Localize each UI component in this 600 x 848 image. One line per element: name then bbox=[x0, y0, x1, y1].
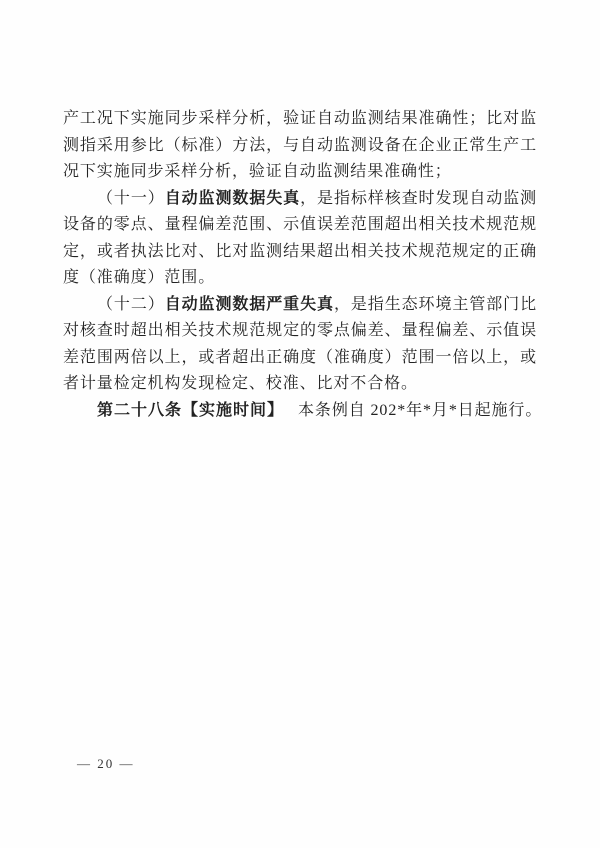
line-text: ，是指生态环境主管部门比 bbox=[333, 295, 537, 313]
text-line bbox=[63, 159, 537, 186]
line-text: 设备的零点、量程偏差范围、示值误差范围超出相关技术规范规 bbox=[63, 216, 537, 233]
paragraph-continuation bbox=[63, 106, 537, 186]
line-text: 差范围两倍以上，或者超出正确度（准确度）范围一倍以上，或 bbox=[63, 348, 537, 366]
paragraph-article-28 bbox=[63, 398, 543, 425]
defined-term: 自动监测数据失真 bbox=[164, 189, 301, 207]
item-number: （十一） bbox=[97, 189, 165, 207]
paragraph-item-eleven bbox=[63, 186, 537, 292]
paragraph-item-twelve bbox=[63, 292, 537, 398]
text-line bbox=[63, 318, 537, 345]
text-line bbox=[63, 292, 537, 319]
text-line bbox=[63, 345, 537, 372]
line-text: 对核查时超出相关技术规范规定的零点偏差、量程偏差、示值误 bbox=[63, 322, 537, 339]
text-line bbox=[63, 186, 537, 213]
article-heading: 第二十八条【实施时间】 bbox=[97, 401, 285, 419]
text-line bbox=[63, 371, 537, 398]
page-number: — 20 — bbox=[77, 756, 135, 771]
line-text: 测指采用参比（标准）方法，与自动监测设备在企业正常生产工 bbox=[63, 136, 537, 154]
text-line bbox=[63, 398, 543, 425]
line-text: 者计量检定机构发现检定、校准、比对不合格。 bbox=[63, 375, 418, 392]
text-line bbox=[63, 212, 537, 239]
text-line bbox=[63, 133, 537, 160]
line-text: 定，或者执法比对、比对监测结果超出相关技术规范规定的正确 bbox=[63, 242, 537, 260]
text-line bbox=[63, 106, 537, 133]
article-body: 本条例自 202*年*月*日起施行。 bbox=[298, 401, 543, 419]
text-line bbox=[63, 239, 537, 266]
defined-term: 自动监测数据严重失真 bbox=[164, 295, 334, 313]
line-text: ，是指标样核查时发现自动监测 bbox=[300, 189, 537, 207]
document-text-block bbox=[63, 106, 543, 424]
line-text: 产工况下实施同步采样分析，验证自动监测结果准确性；比对监 bbox=[63, 110, 537, 127]
text-line bbox=[63, 265, 537, 292]
line-text: 况下实施同步采样分析，验证自动监测结果准确性； bbox=[63, 163, 452, 180]
line-text: 度（准确度）范围。 bbox=[63, 269, 216, 286]
item-number: （十二） bbox=[97, 295, 165, 313]
